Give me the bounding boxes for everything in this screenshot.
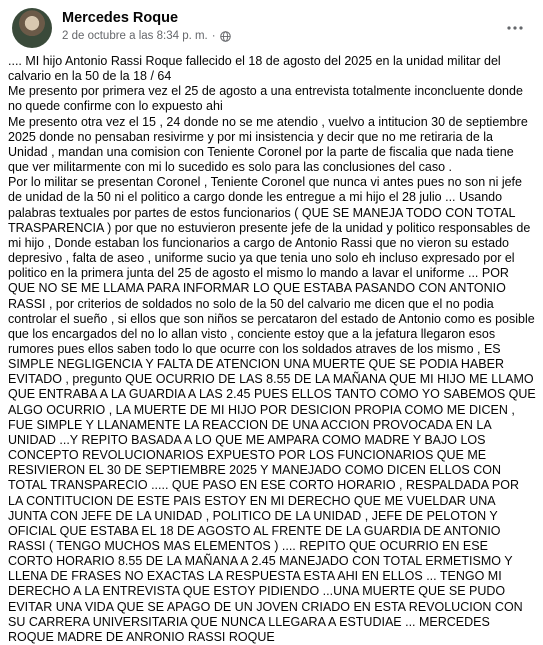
more-options-button[interactable] xyxy=(503,14,527,38)
avatar[interactable] xyxy=(12,8,52,48)
post-body: .... MI hijo Antonio Rassi Roque fallecido el 18 de agosto del 2025 en la unidad militar del calvario en la 50 de la 18 / 64 Me presento por primera vez el 25 de agosto a una entrevista totalmente inconcluente donde no quede confirme con lo expuesto ahi Me presento otra vez el 15 , 24 donde no se me atendio , vuelvo a intitucion 30 de septiembre 2025 donde no pensaban resivirme y por mi insistencia y decir que no me retiraria de la Unidad , mandan una comision con Teniente Coronel por la parte de fiscalia que nada tiene que ver militarmente con mi lo sucedido es solo para las conclusiones del caso . Por lo militar se presentan Coronel , Teniente Coronel que nunca vi antes pues no son ni jefe de unidad de la 50 ni el politico a cargo donde les entregue a mi hijo el 28 julio ... Usando palabras textuales por partes de estos funcionarios ( QUE SE MANEJA TODO CON TOTAL TRASPARENCIA ) por que no estuvieron presente jefe de la unidad y politico responsables de mi hijo , Donde estaban los funcionarios a cargo de Antonio Rassi que no vieron su estado depresivo , falta de aseo , uniforme sucio ya que tenia uno solo eh incluso expresado por el politico en la primera junta del 25 de agosto el mismo lo mando a lavar el uniforme ... POR QUE NO SE ME LLAMA PARA INFORMAR LO QUE ESTABA PASANDO CON ANTONIO RASSI , por criterios de soldados no solo de la 50 del calvario me dicen que el no podia controlar el sueño , si ellos que son niños se percataron del estado de Antonio como es posible que los encargados del no lo allan visto , conciente estoy que a la jefatura llegaron esos rumores pues ellos saben todo lo que ocurre con los soldados atraves de los mismo , ES SIMPLE NEGLIGENCIA Y FALTA DE ATENCION UNA MUERTE QUE SE PODIA HABER EVITADO , pregunto QUE OCURRIO DE LAS 8.55 DE LA MAÑANA QUE MI HIJO ME LLAMO QUE ENTRABA A LA GUARDIA A LAS 2.45 PUES ELLOS TANTO COMO YO SABEMOS QUE ALGO OCURRIO , LA MUERTE DE MI HIJO POR DESICION PROPIA COMO ME DICEN , FUE SIMPLE Y LLANAMENTE LA REACCION DE UNA ACCION PROVOCADA EN LA UNIDAD ...Y REPITO BASADA A LO QUE ME AMPARA COMO MADRE Y BAJO LOS CONCEPTO REVOLUCIONARIOS EXPUESTO POR LOS FUNCIONARIOS QUE ME RESIVIERON EL 30 DE SEPTIEMBRE 2025 Y MANEJADO COMO DICEN ELLOS CON TOTAL TRANSPARECIO ..... QUE PASO EN ESE CORTO HORARIO , RESPALDADA POR LA CONTITUCION DE ESTE PAIS ESTOY EN MI DERECHO QUE ME VUELDAR UNA JUNTA CON JEFE DE LA UNIDAD , POLITICO DE LA UNIDAD , JEFE DE PELOTON Y OFICIAL QUE ESTABA EL 18 DE AGOSTO AL FRENTE DE LA GUARDIA DE ANTONIO RASSI ( TENGO MUCHOS MAS ELEMENTOS ) .... REPITO QUE OCURRIO EN ESE CORTO HORARIO 8.55 DE LA MAÑANA A 2.45 MANEJADO CON TOTAL ERMETISMO Y LLENA DE FRASES NO EXACTAS LA RESPUESTA ESTA AHI EN ELLOS ... TENGO MI DERECHO A LA ENTREVISTA QUE ESTOY PIDIENDO ...UNA MUERTE QUE SE PUDO EVITAR UNA VIDA QUE SE APAGO DE UN JOVEN CRIADO EN ESTA REVOLUCION CON SU CARRERA UNIVERSITARIA QUE NUNCA LLEGARA A ESTUDIAE ... MERCEDES ROQUE MADRE DE ANRONIO RASSI ROQUE xyxy=(8,54,536,644)
more-horizontal-icon xyxy=(507,17,523,35)
timestamp[interactable]: 2 de octubre a las 8:34 p. m. xyxy=(62,30,208,42)
meta-separator: · xyxy=(211,30,216,42)
post-header xyxy=(12,8,531,48)
globe-icon[interactable] xyxy=(220,31,231,42)
author-name[interactable]: Mercedes Roque xyxy=(62,10,179,26)
post-meta xyxy=(62,30,231,42)
